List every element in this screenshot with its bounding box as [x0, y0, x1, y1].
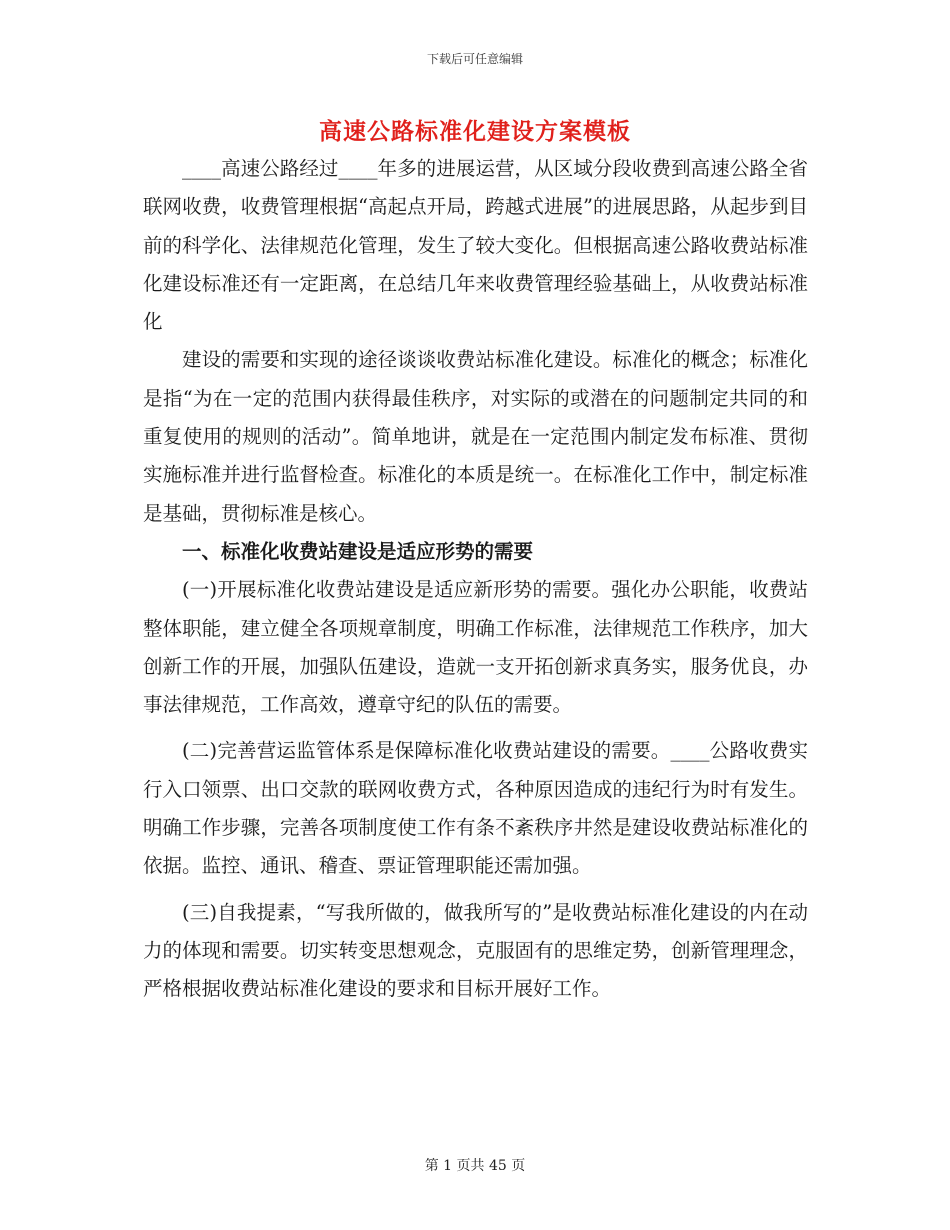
paragraph-concept: 建设的需要和实现的途径谈谈收费站标准化建设。标准化的概念；标准化是指“为在一定的范围内获得最佳秩序，对实际的或潜在的问题制定共同的和重复使用的规则的活动”。简单地讲，就是在一定范围内制定发布标准、贯彻实施标准并进行监督检查。标准化的本质是统一。在标准化工作中，制定标准是基础，贯彻标准是核心。 — [143, 348, 808, 525]
page-header-note: 下载后可任意编辑 — [426, 52, 523, 66]
paragraph-item-1: (一)开展标准化收费站建设是适应新形势的需要。强化办公职能，收费站整体职能，建立健全各项规章制度，明确工作标准，法律规范工作秩序，加大创新工作的开展，加强队伍建设，造就一支开拓创新求真务实，服务优良，办事法律规范，工作高效，遵章守纪的队伍的需要。 — [143, 578, 808, 717]
section-heading: 一、标准化收费站建设是适应形势的需要 — [182, 539, 534, 563]
page-number-footer: 第 1 页共 45 页 — [424, 1158, 526, 1174]
paragraph-item-3: (三)自我提素，“写我所做的，做我所写的”是收费站标准化建设的内在动力的体现和需要。切实转变思想观念，克服固有的思维定势，创新管理理念，严格根据收费站标准化建设的要求和目标开展好工作。 — [143, 900, 808, 1001]
paragraph-item-2: (二)完善营运监管体系是保障标准化收费站建设的需要。____公路收费实行入口领票、出口交款的联网收费方式，各种原因造成的违纪行为时有发生。明确工作步骤，完善各项制度使工作有条不紊秩序井然是建设收费站标准化的依据。监控、通讯、稽查、票证管理职能还需加强。 — [143, 739, 808, 878]
document-body — [143, 150, 808, 1009]
paragraph-intro: ____高速公路经过____年多的进展运营，从区域分段收费到高速公路全省联网收费，收费管理根据“高起点开局，跨越式进展”的进展思路，从起步到目前的科学化、法律规范化管理，发生了较大变化。但根据高速公路收费站标准化建设标准还有一定距离，在总结几年来收费管理经验基础上，从收费站标准化 — [143, 157, 808, 334]
document-title: 高速公路标准化建设方案模板 — [319, 118, 631, 145]
